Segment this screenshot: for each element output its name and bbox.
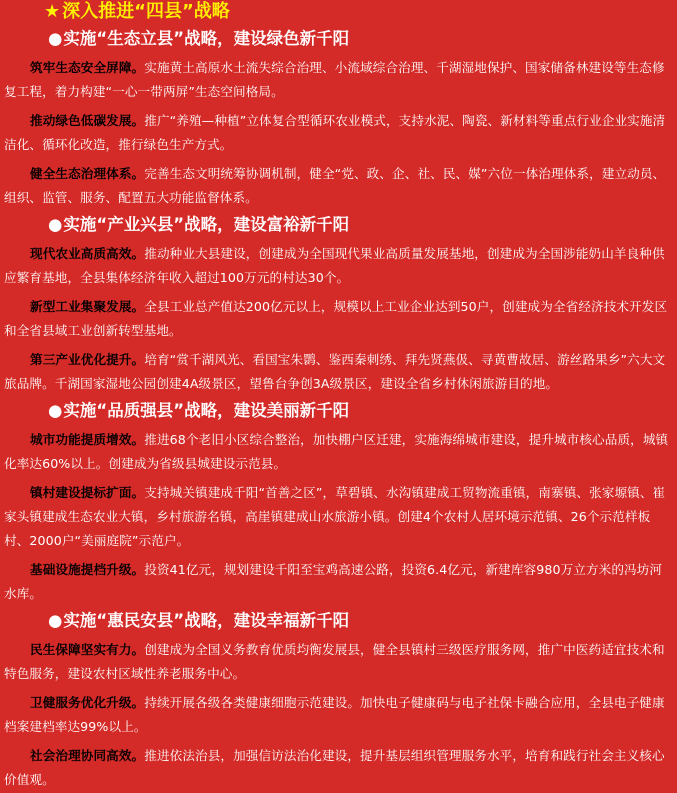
paragraph-body: 持续开展各级各类健康细胞示范建设。加快电子健康码与电子社保卡融合应用，全县电子健康档案建档率达99%以上。: [4, 695, 665, 734]
paragraph-body: 完善生态文明统筹协调机制，健全“党、政、企、社、民、媒”六位一体治理体系，建立动员、组织、监管、服务、配置五大功能监督体系。: [4, 166, 666, 205]
section-heading: [48, 609, 673, 633]
paragraph-body: 投资41亿元，规划建设千阳至宝鸡高速公路，投资6.4亿元，新建库容980万立方米的冯坊河水库。: [4, 562, 663, 601]
paragraph-lead: 推动绿色低碳发展。: [30, 113, 145, 128]
paragraph-lead: 民生保障坚实有力。: [30, 642, 145, 657]
bullet-icon: ●: [48, 611, 63, 630]
paragraph: [4, 686, 673, 739]
paragraph: [4, 739, 673, 792]
paragraph-lead: 基础设施提档升级。: [30, 562, 145, 577]
paragraph: [4, 237, 673, 290]
paragraph-lead: 现代农业高质高效。: [30, 246, 145, 261]
bullet-icon: ●: [48, 215, 63, 234]
paragraph-lead: 社会治理协同高效。: [30, 748, 145, 763]
paragraph-body: 支持城关镇建成千阳“首善之区”，草碧镇、水沟镇建成工贸物流重镇，南寨镇、张家塬镇、崔家头镇建成生态农业大镇，乡村旅游名镇，高崖镇建成山水旅游小镇。创建4个农村人居环境示范镇、26个示范样板村、2000户“美丽庭院”示范户。: [4, 485, 666, 548]
paragraph-lead: 卫健服务优化升级。: [30, 695, 145, 710]
section-heading: [48, 27, 673, 51]
paragraph-body: 推广“养殖—种植”立体复合型循环农业模式，支持水泥、陶瓷、新材料等重点行业企业实施清洁化、循环化改造，推行绿色生产方式。: [4, 113, 666, 152]
paragraph: [4, 423, 673, 476]
paragraph: [4, 51, 673, 104]
section-heading: [48, 213, 673, 237]
paragraph-lead: 第三产业优化提升。: [30, 352, 145, 367]
star-icon: ★: [44, 1, 61, 22]
paragraph: [4, 633, 673, 686]
paragraph-lead: 筑牢生态安全屏障。: [30, 60, 145, 75]
section-heading-text: 实施“惠民安县”战略，建设幸福新千阳: [63, 611, 350, 630]
paragraph: [4, 476, 673, 553]
paragraph: [4, 553, 673, 606]
paragraph-body: 推动种业大县建设，创建成为全国现代果业高质量发展基地，创建成为全国涉能奶山羊良种供应繁育基地，全县集体经济年收入超过100万元的村达30个。: [4, 246, 665, 285]
paragraph-body: 推进依法治县，加强信访法治化建设，提升基层组织管理服务水平，培育和践行社会主义核心价值观。: [4, 748, 665, 787]
paragraph-body: 全县工业总产值达200亿元以上，规模以上工业企业达到50户，创建成为全省经济技术开发区和全省县域工业创新转型基地。: [4, 299, 668, 338]
paragraph: [4, 290, 673, 343]
bullet-icon: ●: [48, 29, 63, 48]
paragraph: [4, 343, 673, 396]
paragraph-lead: 新型工业集聚发展。: [30, 299, 145, 314]
paragraph-body: 培育“赏千湖风光、看国宝朱鹮、鉴西秦刺绣、拜先贤燕伋、寻黄曹故居、游丝路果乡”六大文旅品牌。千湖国家湿地公园创建4A级景区，望鲁台争创3A级景区，建设全省乡村休闲旅游目的地。: [4, 352, 666, 391]
paragraph-lead: 镇村建设提标扩面。: [30, 485, 145, 500]
paragraph-body: 推进68个老旧小区综合整治，加快棚户区迁建，实施海绵城市建设，提升城市核心品质，城镇化率达60%以上。创建成为省级县城建设示范县。: [4, 432, 669, 471]
section-heading-text: 实施“生态立县”战略，建设绿色新千阳: [63, 29, 350, 48]
bullet-icon: ●: [48, 401, 63, 420]
section-heading-text: 实施“产业兴县”战略，建设富裕新千阳: [63, 215, 350, 234]
paragraph-body: 创建成为全国义务教育优质均衡发展县，健全县镇村三级医疗服务网，推广中医药适宜技术和特色服务，建设农村区域性养老服务中心。: [4, 642, 665, 681]
section-heading-text: 实施“品质强县”战略，建设美丽新千阳: [63, 401, 350, 420]
section-heading: [48, 399, 673, 423]
paragraph-lead: 健全生态治理体系。: [30, 166, 145, 181]
article-title: [44, 0, 673, 24]
paragraph-lead: 城市功能提质增效。: [30, 432, 145, 447]
paragraph: [4, 104, 673, 157]
paragraph: [4, 157, 673, 210]
title-text: 深入推进“四县”战略: [62, 1, 230, 22]
paragraph-body: 实施黄土高原水土流失综合治理、小流域综合治理、千湖湿地保护、国家储备林建设等生态修复工程，着力构建“一心一带两屏”生态空间格局。: [4, 60, 665, 99]
